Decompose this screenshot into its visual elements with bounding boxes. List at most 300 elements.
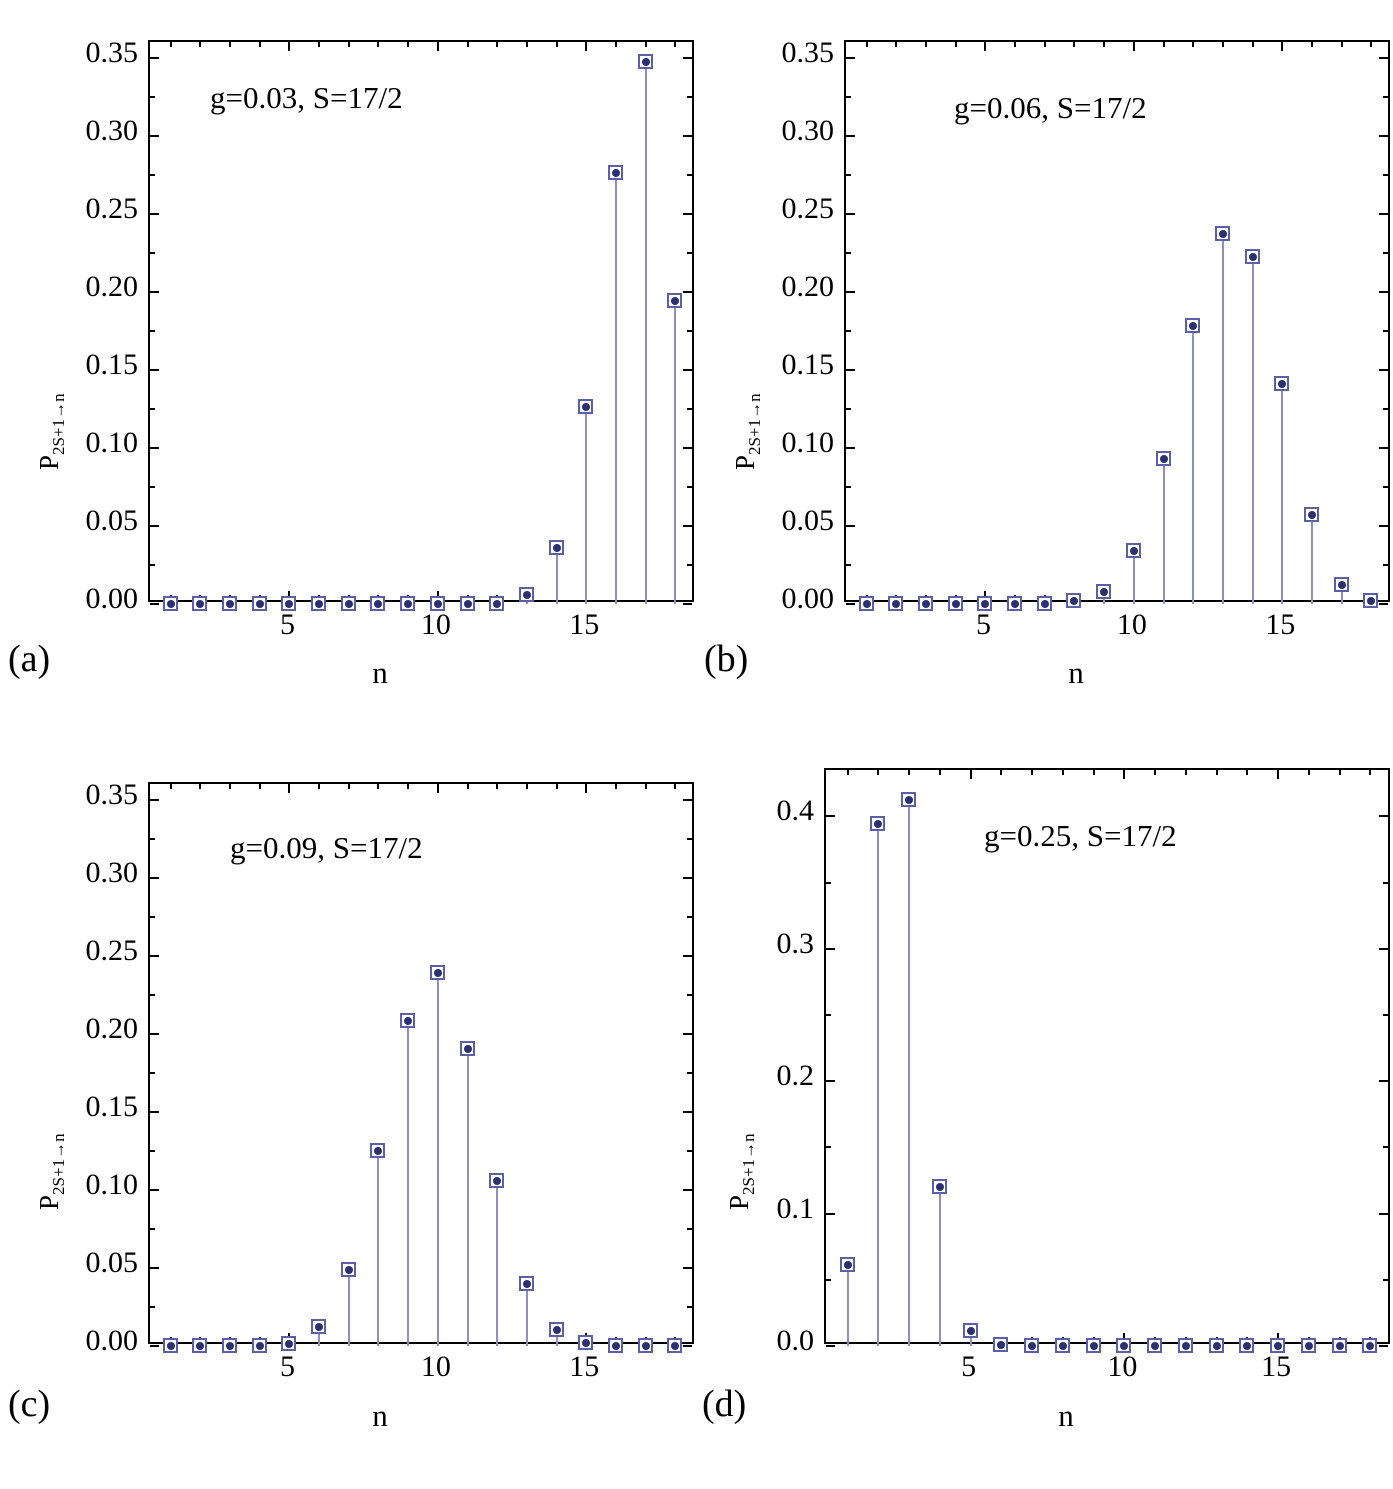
panel-a-x-axis-label: n [372,655,388,690]
panel-c-y-tick-mark [150,799,159,801]
panel-b-y-tick-label: 0.10 [781,425,834,459]
panel-a-x-tick-mark-top [585,42,587,51]
panel-b-y-minor-tick [846,174,851,176]
panel-d-y-minor-tick [826,1146,831,1148]
panel-a-x-tick-mark-top [288,42,290,51]
panel-c-annotation: g=0.09, S=17/2 [230,830,423,865]
panel-b-x-minor-tick-top [895,42,897,47]
panel-a-y-tick-mark-right [683,603,692,605]
panel-d-y-tick-mark-right [1379,1213,1388,1215]
panel-b-x-tick-mark-top [984,42,986,51]
panel-c-y-minor-tick-right [687,1306,692,1308]
panel-d-x-minor-tick-top [1185,770,1187,775]
panel-d-y-minor-tick [826,882,831,884]
panel-d-stem [877,824,879,1346]
panel-b-y-tick-mark [846,447,855,449]
panel-c-y-tick-label: 0.00 [85,1324,138,1357]
panel-d-x-minor-tick-top [939,770,941,775]
panel-a-x-minor-tick-top [377,42,379,47]
panel-a-y-tick-mark [150,57,159,59]
panel-a-data-point-dot [612,169,620,177]
panel-b-data-point-dot [863,600,871,608]
panel-c-y-minor-tick [150,1306,155,1308]
panel-b-y-minor-tick [846,564,851,566]
panel-a-x-minor-tick-top [318,42,320,47]
panel-b-data-point-dot [1338,581,1346,589]
panel-c-x-minor-tick-top [526,784,528,789]
panel-d-x-tick-label: 5 [961,1350,977,1383]
panel-a-y-tick-mark-right [683,525,692,527]
panel-b-x-minor-tick-top [1044,42,1046,47]
panel-a-y-tick-label: 0.05 [85,503,138,537]
panel-a-y-tick-mark [150,525,159,527]
panel-a-y-tick-mark-right [683,57,692,59]
panel-b-y-minor-tick-right [1383,564,1388,566]
panel-b-y-tick-label: 0.15 [781,347,834,381]
panel-c-x-minor-tick-top [615,784,617,789]
panel-a-y-minor-tick [150,408,155,410]
panel-a-x-tick-mark-top [437,42,439,51]
panel-b-y-tick-label: 0.35 [781,35,834,69]
panel-c-y-minor-tick-right [687,994,692,996]
panel-a-x-minor-tick-top [407,42,409,47]
panel-b-stem [1252,257,1254,604]
panel-c-data-point-dot [464,1045,472,1053]
panel-a-x-minor-tick-top [348,42,350,47]
panel-d-y-tick-mark [826,1080,835,1082]
panel-c-stem [348,1270,350,1346]
panel-b-data-point-dot [1130,547,1138,555]
panel-b-x-minor-tick-top [1103,42,1105,47]
panel-b-y-minor-tick-right [1383,486,1388,488]
panel-d-x-tick-mark-top [970,770,972,779]
panel-c-y-tick-label: 0.10 [85,1167,138,1201]
panel-c-y-minor-tick [150,994,155,996]
panel-c-stem [526,1284,528,1346]
panel-c-y-tick-mark [150,1033,159,1035]
panel-a-x-minor-tick-top [645,42,647,47]
panel-d-data-point-dot [1090,1342,1098,1350]
panel-d-x-minor-tick-top [877,770,879,775]
panel-a-y-tick-mark-right [683,447,692,449]
panel-a-y-tick-mark-right [683,213,692,215]
panel-d [696,740,1393,1489]
panel-b-stem [1192,326,1194,604]
panel-b-x-minor-tick-top [955,42,957,47]
panel-a-y-minor-tick-right [687,330,692,332]
panel-d-data-point-dot [1182,1342,1190,1350]
panel-b-caption: (b) [704,638,749,680]
panel-b-y-minor-tick-right [1383,252,1388,254]
panel-a-x-minor-tick-top [615,42,617,47]
panel-c-y-tick-mark [150,1345,159,1347]
panel-b-stem [1222,234,1224,604]
panel-b-x-minor-tick-top [1252,42,1254,47]
panel-d-y-minor-tick [826,1279,831,1281]
panel-d-y-minor-tick-right [1383,1279,1388,1281]
panel-a-y-tick-label: 0.30 [85,113,138,147]
panel-d-y-tick-label: 0.2 [776,1059,814,1093]
panel-d-y-tick-mark [826,1213,835,1215]
panel-b-y-tick-mark-right [1379,57,1388,59]
panel-a-y-tick-mark [150,369,159,371]
panel-c-x-minor-tick-top [170,784,172,789]
panel-d-y-tick-label: 0.0 [776,1324,814,1357]
panel-d-x-minor-tick-top [1246,770,1248,775]
panel-c-x-minor-tick-top [318,784,320,789]
panel-b-x-tick-mark-top [1133,42,1135,51]
panel-d-stem [847,1265,849,1346]
panel-d-x-minor-tick-top [1093,770,1095,775]
panel-c-data-point-dot [256,1342,264,1350]
panel-c-y-minor-tick [150,1072,155,1074]
panel-d-x-minor-tick-top [1308,770,1310,775]
panel-d-x-minor-tick-top [1031,770,1033,775]
panel-d-x-axis-label: n [1058,1398,1074,1433]
panel-b-y-tick-mark-right [1379,447,1388,449]
panel-b-stem [1311,515,1313,604]
panel-d-y-tick-label: 0.3 [776,926,814,960]
panel-d-data-point-dot [1059,1342,1067,1350]
panel-b-y-tick-mark [846,525,855,527]
panel-b-data-point-dot [1041,600,1049,608]
panel-b-x-minor-tick-top [1073,42,1075,47]
panel-a-y-tick-mark-right [683,369,692,371]
panel-b-y-minor-tick-right [1383,96,1388,98]
panel-d-x-tick-mark-top [1123,770,1125,779]
panel-b-y-minor-tick [846,408,851,410]
panel-c-x-tick-label: 5 [279,1350,295,1383]
panel-a-stem [585,407,587,604]
panel-b-y-tick-mark [846,57,855,59]
panel-b-stem [1133,551,1135,604]
panel-b-y-tick-label: 0.05 [781,503,834,537]
panel-b-x-tick-label: 5 [975,608,991,641]
panel-a-y-minor-tick [150,486,155,488]
panel-c-y-minor-tick-right [687,916,692,918]
panel-a-y-minor-tick-right [687,564,692,566]
panel-d-caption: (d) [702,1383,747,1425]
panel-d-x-tick-mark-top [1277,770,1279,779]
panel-b-x-minor-tick-top [1222,42,1224,47]
panel-a-data-point-dot [167,600,175,608]
panel-b-y-minor-tick [846,96,851,98]
panel-c-x-minor-tick-top [407,784,409,789]
panel-c-caption: (c) [8,1383,51,1425]
panel-b-x-axis-label: n [1068,655,1084,690]
panel-c-x-minor-tick-top [556,784,558,789]
panel-a-y-tick-mark [150,213,159,215]
panel-d-data-point-dot [997,1341,1005,1349]
panel-a-x-minor-tick-top [170,42,172,47]
panel-b-y-tick-mark [846,213,855,215]
panel-c-y-tick-mark [150,1189,159,1191]
panel-a-y-tick-label: 0.15 [85,347,138,381]
panel-c-x-tick-mark-top [437,784,439,793]
panel-b-y-tick-mark-right [1379,291,1388,293]
panel-c-x-minor-tick-top [645,784,647,789]
panel-d-y-tick-mark [826,948,835,950]
panel-d-data-point-dot [1213,1342,1221,1350]
panel-c-stem [407,1021,409,1346]
panel-a [0,0,700,700]
panel-b-y-minor-tick-right [1383,174,1388,176]
panel-d-x-tick-label: 10 [1107,1350,1138,1383]
panel-c-x-minor-tick-top [199,784,201,789]
panel-b-stem [1281,384,1283,604]
panel-b-y-minor-tick-right [1383,408,1388,410]
panel-d-y-tick-mark-right [1379,948,1388,950]
panel-c-x-minor-tick-top [467,784,469,789]
panel-b-y-tick-mark [846,135,855,137]
panel-d-annotation: g=0.25, S=17/2 [984,818,1177,853]
panel-d-y-minor-tick-right [1383,1014,1388,1016]
panel-a-y-tick-label: 0.10 [85,425,138,459]
panel-b-y-tick-label: 0.30 [781,113,834,147]
panel-d-data-point-dot [936,1183,944,1191]
panel-d-y-axis-label: $P_{2S+1\to n}$ [724,1133,758,1210]
panel-c-stem [467,1049,469,1346]
panel-b-y-minor-tick [846,330,851,332]
panel-c-y-tick-label: 0.15 [85,1089,138,1123]
panel-c-data-point-dot [167,1342,175,1350]
panel-a-y-minor-tick [150,174,155,176]
panel-d-y-tick-mark [826,815,835,817]
panel-a-x-minor-tick-top [674,42,676,47]
panel-c-y-tick-mark [150,955,159,957]
panel-a-y-tick-mark-right [683,135,692,137]
panel-b-data-point-dot [1160,455,1168,463]
panel-b-y-tick-label: 0.25 [781,191,834,225]
panel-c-y-tick-mark [150,1267,159,1269]
panel-a-y-tick-mark [150,447,159,449]
panel-c-y-tick-mark-right [683,877,692,879]
panel-a-stem [615,173,617,604]
panel-c-y-tick-label: 0.05 [85,1245,138,1279]
panel-c-x-minor-tick-top [229,784,231,789]
panel-b-data-point-dot [952,600,960,608]
panel-a-y-tick-mark-right [683,291,692,293]
panel-c-x-tick-label: 15 [569,1350,600,1383]
panel-a-stem [645,62,647,604]
panel-c-axes-frame [148,782,694,1344]
panel-d-stem [908,800,910,1346]
panel-c-stem [377,1151,379,1346]
panel-a-x-minor-tick-top [229,42,231,47]
panel-b-x-tick-label: 15 [1265,608,1296,641]
panel-d-x-minor-tick-top [908,770,910,775]
panel-d-data-point-dot [844,1261,852,1269]
panel-c-y-minor-tick [150,916,155,918]
panel-a-stem [674,301,676,604]
panel-a-y-tick-label: 0.25 [85,191,138,225]
panel-b [696,0,1393,700]
panel-a-y-minor-tick-right [687,174,692,176]
panel-d-y-tick-label: 0.1 [776,1191,814,1225]
panel-a-data-point-dot [256,600,264,608]
panel-b-x-tick-label: 10 [1116,608,1147,641]
panel-c-y-tick-mark [150,1111,159,1113]
panel-a-y-minor-tick [150,330,155,332]
panel-b-x-minor-tick-top [1192,42,1194,47]
panel-a-x-minor-tick-top [526,42,528,47]
panel-d-x-minor-tick-top [847,770,849,775]
panel-a-y-minor-tick-right [687,96,692,98]
panel-b-y-minor-tick [846,252,851,254]
panel-c-data-point-dot [612,1342,620,1350]
panel-c-y-minor-tick [150,1228,155,1230]
panel-c-data-point-dot [345,1266,353,1274]
panel-b-y-tick-mark [846,603,855,605]
panel-c-data-point-dot [493,1177,501,1185]
panel-c-x-minor-tick-top [259,784,261,789]
panel-c-y-minor-tick [150,1150,155,1152]
panel-b-x-minor-tick-top [925,42,927,47]
panel-d-x-minor-tick-top [1216,770,1218,775]
panel-a-y-minor-tick [150,564,155,566]
panel-b-x-minor-tick-top [866,42,868,47]
panel-d-y-tick-mark [826,1345,835,1347]
panel-b-y-tick-label: 0.00 [781,582,834,615]
panel-a-stem [556,548,558,604]
panel-c-y-tick-label: 0.20 [85,1011,138,1045]
panel-b-y-minor-tick [846,486,851,488]
panel-b-x-minor-tick-top [1311,42,1313,47]
panel-b-y-tick-mark-right [1379,135,1388,137]
panel-c [0,740,700,1489]
panel-b-x-minor-tick-top [1014,42,1016,47]
panel-b-y-minor-tick-right [1383,330,1388,332]
panel-a-x-minor-tick-top [467,42,469,47]
panel-b-data-point-dot [1249,253,1257,261]
panel-b-x-minor-tick-top [1341,42,1343,47]
panel-a-axes-frame [148,40,694,602]
panel-a-data-point-dot [642,58,650,66]
panel-c-y-tick-mark-right [683,1267,692,1269]
panel-d-data-point-dot [967,1327,975,1335]
panel-b-x-minor-tick-top [1163,42,1165,47]
panel-c-x-minor-tick-top [377,784,379,789]
panel-a-y-axis-label: $P_{2S+1\to n}$ [34,393,68,470]
panel-a-data-point-dot [345,600,353,608]
panel-a-data-point-dot [523,591,531,599]
panel-c-y-tick-mark-right [683,1033,692,1035]
panel-d-x-tick-label: 15 [1261,1350,1292,1383]
panel-a-x-tick-label: 15 [569,608,600,641]
panel-a-y-tick-label: 0.00 [85,582,138,615]
panel-a-y-tick-mark [150,603,159,605]
panel-a-y-minor-tick-right [687,408,692,410]
panel-a-y-minor-tick [150,252,155,254]
panel-b-y-tick-mark [846,369,855,371]
panel-b-y-tick-label: 0.20 [781,269,834,303]
panel-c-y-axis-label: $P_{2S+1\to n}$ [34,1133,68,1210]
panel-c-x-tick-mark-top [585,784,587,793]
panel-d-y-minor-tick [826,1014,831,1016]
panel-c-data-point-dot [553,1326,561,1334]
panel-d-y-minor-tick-right [1383,882,1388,884]
panel-b-data-point-dot [1219,230,1227,238]
panel-d-x-minor-tick-top [1000,770,1002,775]
panel-d-y-tick-label: 0.4 [776,794,814,828]
panel-d-data-point-dot [1336,1342,1344,1350]
panel-b-x-minor-tick-top [1370,42,1372,47]
panel-d-data-point-dot [1305,1342,1313,1350]
panel-c-y-tick-label: 0.25 [85,933,138,967]
panel-a-annotation: g=0.03, S=17/2 [210,80,403,115]
panel-c-data-point-dot [642,1342,650,1350]
panel-c-x-minor-tick-top [674,784,676,789]
panel-a-y-tick-mark [150,291,159,293]
panel-c-x-axis-label: n [372,1398,388,1433]
panel-b-stem [1163,459,1165,604]
panel-c-y-tick-label: 0.30 [85,855,138,889]
panel-b-annotation: g=0.06, S=17/2 [954,90,1147,125]
panel-c-y-tick-mark [150,877,159,879]
panel-c-y-minor-tick-right [687,838,692,840]
panel-d-stem [939,1187,941,1346]
panel-c-y-tick-mark-right [683,1111,692,1113]
panel-c-y-tick-mark-right [683,1189,692,1191]
panel-b-y-tick-mark [846,291,855,293]
panel-b-data-point-dot [1100,588,1108,596]
panel-b-y-tick-mark-right [1379,213,1388,215]
panel-d-y-tick-mark-right [1379,1345,1388,1347]
panel-d-x-minor-tick-top [1339,770,1341,775]
panel-a-x-tick-label: 5 [279,608,295,641]
panel-a-data-point-dot [464,600,472,608]
panel-a-data-point-dot [434,600,442,608]
panel-c-y-minor-tick [150,838,155,840]
panel-b-y-tick-mark-right [1379,603,1388,605]
panel-c-x-minor-tick-top [348,784,350,789]
panel-b-x-tick-mark-top [1281,42,1283,51]
panel-d-x-minor-tick-top [1369,770,1371,775]
panel-c-data-point-dot [523,1280,531,1288]
panel-c-y-minor-tick-right [687,1228,692,1230]
panel-d-axes-frame [824,768,1390,1344]
panel-d-x-minor-tick-top [1062,770,1064,775]
panel-a-y-tick-mark [150,135,159,137]
panel-c-y-tick-label: 0.35 [85,777,138,811]
panel-a-y-tick-label: 0.20 [85,269,138,303]
panel-b-y-tick-mark-right [1379,369,1388,371]
panel-c-x-tick-mark-top [288,784,290,793]
panel-d-y-tick-mark-right [1379,815,1388,817]
panel-c-stem [437,973,439,1346]
panel-c-stem [496,1181,498,1346]
panel-a-x-minor-tick-top [259,42,261,47]
panel-a-y-minor-tick-right [687,252,692,254]
panel-d-y-minor-tick-right [1383,1146,1388,1148]
panel-c-data-point-dot [434,969,442,977]
panel-a-x-minor-tick-top [496,42,498,47]
panel-c-y-minor-tick-right [687,1150,692,1152]
panel-a-x-minor-tick-top [199,42,201,47]
panel-b-y-tick-mark-right [1379,525,1388,527]
panel-a-caption: (a) [8,638,51,680]
panel-a-y-minor-tick-right [687,486,692,488]
panel-b-y-axis-label: $P_{2S+1\to n}$ [730,393,764,470]
panel-a-data-point-dot [553,544,561,552]
panel-c-x-tick-label: 10 [420,1350,451,1383]
panel-c-x-minor-tick-top [496,784,498,789]
panel-b-data-point-dot [1308,511,1316,519]
panel-a-y-minor-tick [150,96,155,98]
panel-d-x-minor-tick-top [1154,770,1156,775]
panel-a-x-tick-label: 10 [420,608,451,641]
panel-d-y-tick-mark-right [1379,1080,1388,1082]
